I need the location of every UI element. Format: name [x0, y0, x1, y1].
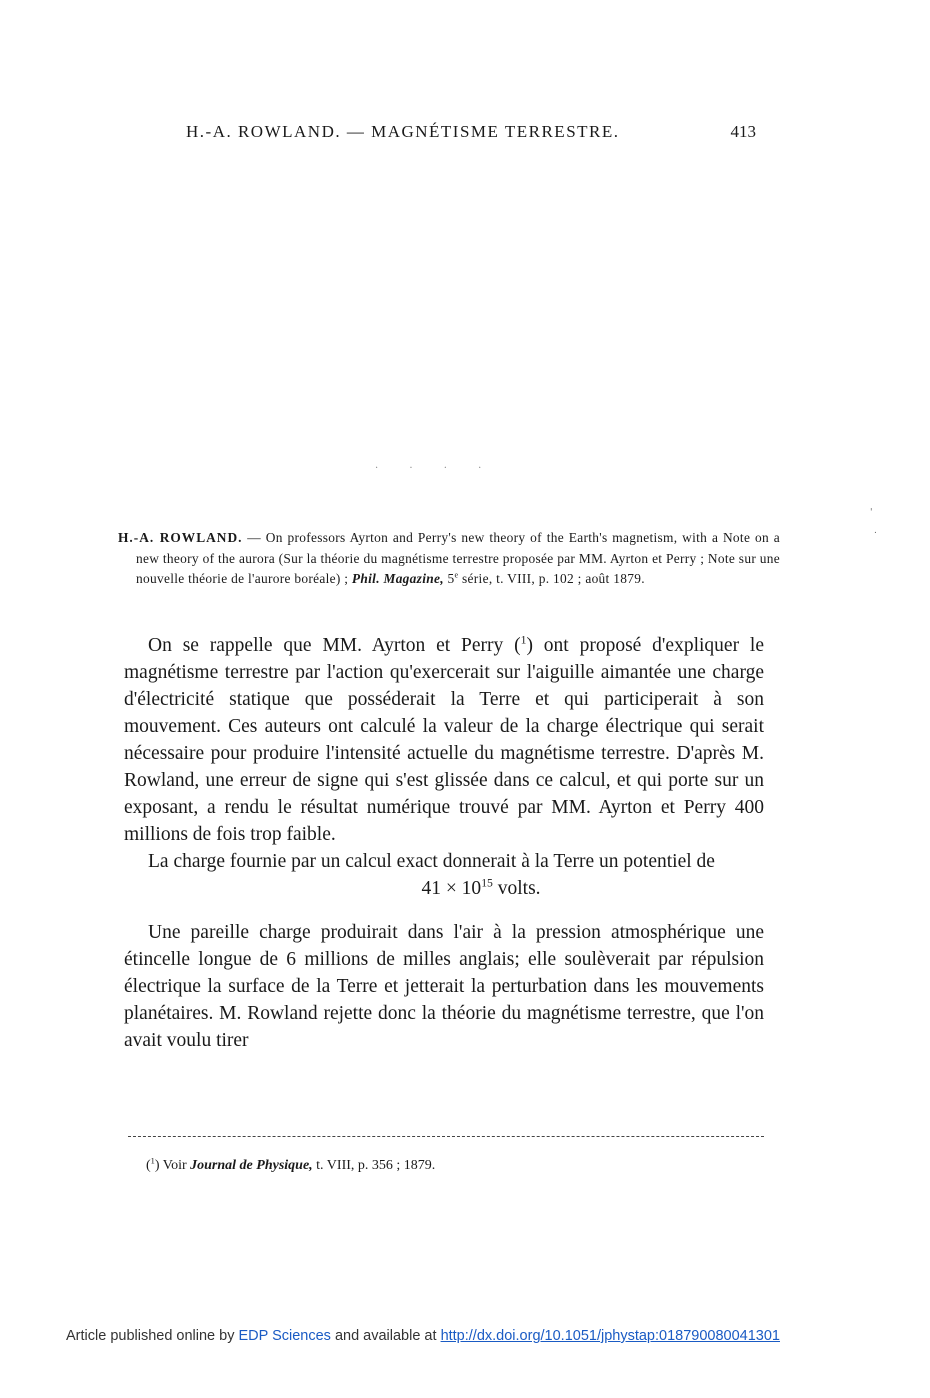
abstract-journal: Phil. Magazine, — [351, 571, 444, 586]
running-head — [186, 122, 756, 142]
abstract-series: 5 — [443, 571, 455, 586]
equation — [124, 875, 764, 902]
separator-dots: . . . . — [375, 460, 496, 471]
abstract-author: H.-A. ROWLAND. — [118, 530, 243, 545]
page-number: 413 — [730, 122, 756, 141]
footnote-marker: 1 — [150, 1156, 155, 1166]
running-head-title: H.-A. ROWLAND. — MAGNÉTISME TERRESTRE. — [186, 122, 620, 141]
footnote-rule — [128, 1136, 764, 1137]
margin-mark: ' — [870, 508, 873, 518]
footer-middle: and available at — [330, 1328, 441, 1344]
margin-mark: . — [874, 526, 877, 536]
paragraph-3: Une pareille charge produirait dans l'air à la pression atmosphérique une étincelle longue de 6 millions de milles anglais; elle soulèverait par répulsion électrique la surface de la Terre et jetterait la perturbation dans les mouvements planétaires. M. Rowland rejette donc la théorie du magnétisme terrestre, que l'on avait voulu tirer — [124, 922, 764, 1051]
publisher-link[interactable]: EDP Sciences — [238, 1328, 331, 1344]
paragraph-1-start: On se rappelle que MM. Ayrton et Perry ( — [148, 635, 521, 656]
footnote — [146, 1158, 766, 1174]
footnote-marker-open: ( — [146, 1158, 151, 1173]
publisher-footer — [66, 1328, 866, 1344]
paragraph-1 — [124, 632, 764, 848]
equation-exponent: 15 — [481, 876, 493, 890]
footnote-marker-close: ) Voir — [154, 1158, 191, 1173]
equation-unit: volts. — [492, 878, 541, 899]
equation-base: 41 × 10 — [421, 878, 482, 899]
footnote-citation: t. VIII, p. 356 ; 1879. — [312, 1158, 436, 1173]
abstract-dash: — — [242, 530, 266, 545]
article-body — [124, 632, 764, 1054]
abstract-citation: série, t. VIII, p. 102 ; août 1879. — [458, 571, 645, 586]
doi-link[interactable]: http://dx.doi.org/10.1051/jphystap:018790080041301 — [440, 1328, 780, 1344]
abstract-text: On professors Ayrton and Perry's new theory of the Earth's magnetism, with a Note on a new theory of the aurora (Sur la théorie du magnétisme terrestre proposée par MM. Ayrton et Perry ; Note sur une nouvelle théorie de l'aurore boréale) ; — [136, 530, 780, 586]
paragraph-1-rest: ) ont proposé d'expliquer le magnétisme terrestre par l'action qu'exercerait sur l'aiguille aimantée une charge d'électricité statique que posséderait la Terre et qui participerait à son mouvement. Ces auteurs ont calculé la valeur de la charge électrique qui serait nécessaire pour produire l'intensité actuelle du magnétisme terrestre. D'après M. Rowland, une erreur de signe qui s'est glissée dans ce calcul, et qui porte sur un exposant, a rendu le résultat numérique trouvé par MM. Ayrton et Perry 400 millions de fois trop faible. — [124, 635, 764, 845]
footer-prefix: Article published online by — [66, 1328, 239, 1344]
abstract-series-sup: e — [454, 570, 459, 580]
bibliographic-abstract — [118, 528, 780, 590]
footnote-journal: Journal de Physique, — [190, 1158, 313, 1173]
paragraph-2: La charge fournie par un calcul exact donnerait à la Terre un potentiel de — [148, 851, 715, 872]
footnote-ref: 1 — [520, 633, 527, 647]
